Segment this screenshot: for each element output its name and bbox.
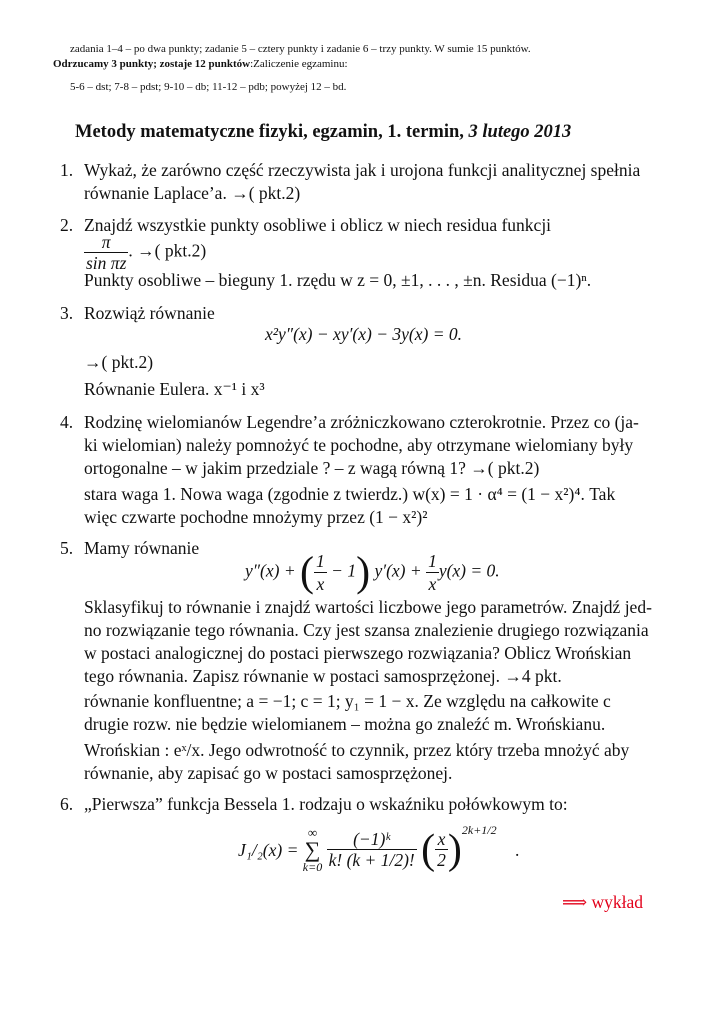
fraction-denominator: 2 (437, 850, 446, 871)
problem-2-fraction-line (84, 232, 206, 273)
right-paren: ) (447, 826, 462, 873)
equation-part: y(x) = 0. (438, 560, 500, 581)
fraction-numerator: 1 (316, 551, 325, 571)
problem-4-line: Rodzinę wielomianów Legendre’a zróżniczkowano czterokrotnie. Przez co (ja- (84, 412, 639, 432)
problem-3-line: Rozwiąż równanie (84, 303, 215, 323)
equation-part: − 1 (331, 560, 357, 581)
sum-operator (303, 826, 322, 874)
header-line-2 (53, 57, 348, 71)
exam-date: 3 lutego 2013 (468, 122, 572, 142)
x-over-2-fraction (435, 829, 448, 870)
problem-2-fraction (84, 232, 128, 273)
problem-5-answer: równanie, aby zapisać go w postaci samosprzężonej. (84, 763, 453, 783)
fraction-denominator: k! (k + 1/2)! (328, 850, 415, 871)
problem-5-line: tego równania. Zapisz równanie w postaci samosprzężonej. →4 pkt. (84, 666, 562, 686)
equation-period: . (515, 839, 520, 860)
exponent: 2k+1/2 (461, 823, 497, 837)
problem-3-number: 3. (60, 303, 74, 323)
fraction-denominator: sin πz (86, 253, 127, 273)
sum-lower-limit: k=0 (302, 859, 323, 874)
problem-6-equation (238, 820, 520, 874)
lecture-link[interactable]: ⟹ wykład (562, 892, 643, 912)
equation-part: y′(x) + (374, 560, 422, 581)
exam-title (75, 122, 571, 143)
equation-part: y″(x) + (245, 560, 296, 581)
problem-1-line: równanie Laplace’a. →( pkt.2) (84, 183, 301, 203)
problem-2-answer: Punkty osobliwe – bieguny 1. rzędu w z = 0, ±1, . . . , ±n. Residua (−1)ⁿ. (84, 270, 592, 290)
fraction-numerator: x (435, 829, 448, 850)
problem-2-line: Znajdź wszystkie punkty osobliwe i oblicz w niech residua funkcji (84, 215, 552, 235)
fraction-numerator: π (84, 232, 128, 253)
problem-3-equation: x²y″(x) − xy′(x) − 3y(x) = 0. (265, 324, 463, 344)
problem-3-answer: Równanie Eulera. x⁻¹ i x³ (84, 379, 265, 399)
fraction-denominator: x (316, 574, 325, 594)
problem-5-answer: drugie rozw. nie będzie wielomianem – można go znaleźć m. Wrońskianu. (84, 714, 606, 734)
problem-2-number: 2. (60, 215, 74, 235)
problem-5-answer: równanie konfluentne; a = −1; c = 1; y₁ = 1 − x. Ze względu na całkowite c (84, 691, 611, 711)
header-line-2-rest: :Zaliczenie egzaminu: (250, 58, 348, 70)
equation-lhs: J₁/₂(x) = (238, 839, 299, 860)
problem-5-answer: Wrońskian : eˣ/x. Jego odwrotność to czynnik, przez który trzeba mnożyć aby (84, 740, 630, 760)
problem-6-line: „Pierwsza” funkcja Bessela 1. rodzaju o wskaźniku połówkowym to: (84, 794, 568, 814)
problem-4-number: 4. (60, 412, 74, 432)
problem-4-answer: stara waga 1. Nowa waga (zgodnie z twierdz.) w(x) = 1 · α⁴ = (1 − x²)⁴. Tak (84, 484, 616, 504)
problem-5-line: Sklasyfikuj to równanie i znajdź wartości liczbowe jego parametrów. Znajdź jed- (84, 597, 652, 617)
fraction-numerator: (−1)ᵏ (327, 829, 417, 850)
sum-symbol: ∑ (304, 836, 321, 862)
header-line-3: 5-6 – dst; 7-8 – pdst; 9-10 – db; 11-12 – pdb; powyżej 12 – bd. (70, 81, 347, 93)
fraction-numerator: 1 (428, 551, 437, 571)
fraction-denominator: x (428, 574, 437, 594)
problem-3-points: →( pkt.2) (84, 352, 154, 372)
problem-4-line: ki wielomian) należy pomnożyć te pochodne, aby otrzymane wielomiany były (84, 435, 634, 455)
bessel-fraction (327, 829, 417, 870)
problem-5-line: w postaci analogicznej do postaci pierwszego rozwiązania? Oblicz Wrońskian (84, 643, 632, 663)
problem-5-equation (245, 550, 500, 595)
problem-1-number: 1. (60, 160, 74, 180)
problem-5-line: no rozwiązanie tego równania. Czy jest szansa znalezienie drugiego rozwiązania (84, 620, 649, 640)
problem-4-answer: więc czwarte pochodne mnożymy przez (1 − x²)² (84, 507, 428, 527)
problem-6-number: 6. (60, 794, 74, 814)
header-line-1: zadania 1–4 – po dwa punkty; zadanie 5 – cztery punkty i zadanie 6 – trzy punkty. W sumie 15 punktów. (70, 43, 531, 55)
fraction-1-over-x (426, 550, 439, 595)
sum-upper-limit: ∞ (307, 824, 318, 840)
problem-5-number: 5. (60, 538, 74, 558)
problem-2-points: . →( pkt.2) (128, 240, 207, 261)
problem-4-line: ortogonalne – w jakim przedziale ? – z wagą równą 1? →( pkt.2) (84, 458, 540, 478)
exam-title-main: Metody matematyczne fizyki, egzamin, 1. termin, (75, 122, 464, 142)
left-paren: ( (421, 826, 436, 873)
fraction-1-over-x (314, 550, 327, 595)
problem-5-line: Mamy równanie (84, 538, 200, 558)
problem-1-line: Wykaż, że zarówno część rzeczywista jak i urojona funkcji analitycznej spełnia (84, 160, 641, 180)
right-paren: ) (356, 549, 371, 596)
header-line-2-bold: Odrzucamy 3 punkty; zostaje 12 punktów (53, 58, 251, 70)
left-paren: ( (300, 549, 315, 596)
